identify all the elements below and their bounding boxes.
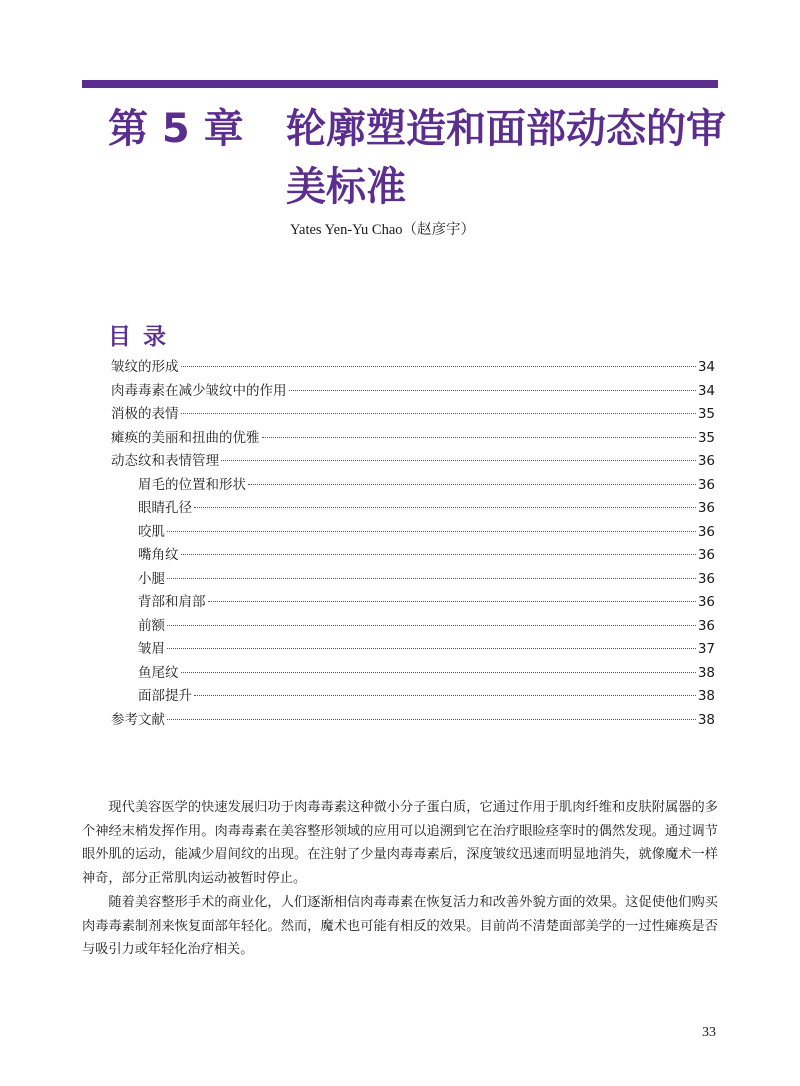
toc-leader-dots bbox=[194, 695, 696, 696]
body-paragraph: 随着美容整形手术的商业化，人们逐渐相信肉毒毒素在恢复活力和改善外貌方面的效果。这促使他们购买肉毒毒素制剂来恢复面部年轻化。然而，魔术也可能有相反的效果。目前尚不清楚面部美学的一过性瘫痪是否与吸引力或年轻化治疗相关。 bbox=[82, 894, 718, 958]
toc-entry bbox=[111, 403, 715, 427]
toc-leader-dots bbox=[208, 601, 696, 602]
toc-entry bbox=[111, 380, 715, 404]
toc-entry-page: 36 bbox=[697, 523, 715, 540]
toc-entry-page: 36 bbox=[697, 547, 715, 563]
toc-entry-page: 38 bbox=[697, 664, 715, 681]
toc-entry-label: 眉毛的位置和形状 bbox=[138, 476, 246, 493]
toc-entry-label: 咬肌 bbox=[138, 523, 165, 540]
toc-entry-label: 消极的表情 bbox=[111, 406, 179, 422]
page-number: 33 bbox=[702, 1025, 716, 1040]
chapter-author: Yates Yen-Yu Chao（赵彦宇） bbox=[290, 222, 476, 238]
toc-entry bbox=[111, 685, 715, 709]
chapter-number: 第 5 章 bbox=[108, 106, 244, 152]
toc-entry-page: 36 bbox=[697, 453, 715, 469]
body-paragraph: 现代美容医学的快速发展归功于肉毒毒素这种微小分子蛋白质，它通过作用于肌肉纤维和皮肤附属器的多个神经末梢发挥作用。肉毒毒素在美容整形领域的应用可以追溯到它在治疗眼睑痉挛时的偶然发现。通过调节眼外肌的运动，能减少眉间纹的出现。在注射了少量肉毒毒素后，深度皱纹迅速而明显地消失，就像魔术一样神奇，部分正常肌肉运动被暂时停止。 bbox=[82, 800, 718, 887]
table-of-contents bbox=[111, 356, 715, 732]
toc-entry-label: 嘴角纹 bbox=[138, 547, 179, 563]
toc-entry-label: 前额 bbox=[138, 617, 165, 634]
toc-entry-page: 36 bbox=[697, 617, 715, 634]
toc-entry-page: 34 bbox=[697, 382, 715, 399]
toc-entry-page: 36 bbox=[697, 500, 715, 516]
toc-leader-dots bbox=[167, 719, 696, 720]
toc-entry bbox=[111, 450, 715, 474]
toc-entry-page: 37 bbox=[697, 641, 715, 657]
toc-leader-dots bbox=[167, 648, 696, 649]
toc-entry-page: 36 bbox=[697, 594, 715, 610]
toc-entry bbox=[111, 568, 715, 592]
toc-entry bbox=[111, 356, 715, 380]
toc-entry-label: 参考文献 bbox=[111, 711, 165, 728]
toc-entry-page: 36 bbox=[697, 570, 715, 587]
toc-entry-label: 皱纹的形成 bbox=[111, 359, 179, 375]
toc-entry-label: 瘫痪的美丽和扭曲的优雅 bbox=[111, 429, 260, 446]
toc-leader-dots bbox=[167, 625, 696, 626]
toc-entry bbox=[111, 521, 715, 545]
chapter-name: 轮廓塑造和面部动态的审美标准 bbox=[286, 106, 726, 210]
toc-leader-dots bbox=[181, 554, 696, 555]
toc-entry-page: 36 bbox=[697, 476, 715, 493]
toc-entry bbox=[111, 615, 715, 639]
toc-leader-dots bbox=[194, 507, 696, 508]
toc-leader-dots bbox=[221, 460, 696, 461]
toc-leader-dots bbox=[167, 531, 696, 532]
chapter-top-rule bbox=[82, 80, 718, 88]
toc-entry-label: 动态纹和表情管理 bbox=[111, 453, 219, 469]
chapter-title bbox=[108, 100, 728, 216]
toc-entry-label: 背部和肩部 bbox=[138, 594, 206, 610]
toc-entry-label: 肉毒毒素在减少皱纹中的作用 bbox=[111, 382, 287, 399]
toc-entry-page: 35 bbox=[697, 429, 715, 446]
toc-entry bbox=[111, 709, 715, 733]
body-text bbox=[82, 796, 718, 962]
toc-entry-page: 35 bbox=[697, 406, 715, 422]
toc-leader-dots bbox=[248, 484, 696, 485]
toc-leader-dots bbox=[181, 672, 696, 673]
toc-leader-dots bbox=[181, 366, 696, 367]
toc-entry bbox=[111, 474, 715, 498]
toc-entry bbox=[111, 638, 715, 662]
toc-leader-dots bbox=[262, 437, 696, 438]
toc-leader-dots bbox=[181, 413, 696, 414]
toc-entry-label: 小腿 bbox=[138, 570, 165, 587]
toc-heading: 目录 bbox=[108, 324, 178, 350]
toc-entry-label: 面部提升 bbox=[138, 688, 192, 704]
toc-entry-page: 34 bbox=[697, 359, 715, 375]
toc-entry bbox=[111, 497, 715, 521]
toc-leader-dots bbox=[167, 578, 696, 579]
toc-entry bbox=[111, 591, 715, 615]
toc-entry-page: 38 bbox=[697, 688, 715, 704]
toc-entry-label: 鱼尾纹 bbox=[138, 664, 179, 681]
toc-entry bbox=[111, 544, 715, 568]
toc-entry-page: 38 bbox=[697, 711, 715, 728]
toc-entry bbox=[111, 427, 715, 451]
toc-entry bbox=[111, 662, 715, 686]
toc-entry-label: 眼睛孔径 bbox=[138, 500, 192, 516]
toc-entry-label: 皱眉 bbox=[138, 641, 165, 657]
toc-leader-dots bbox=[289, 390, 696, 391]
